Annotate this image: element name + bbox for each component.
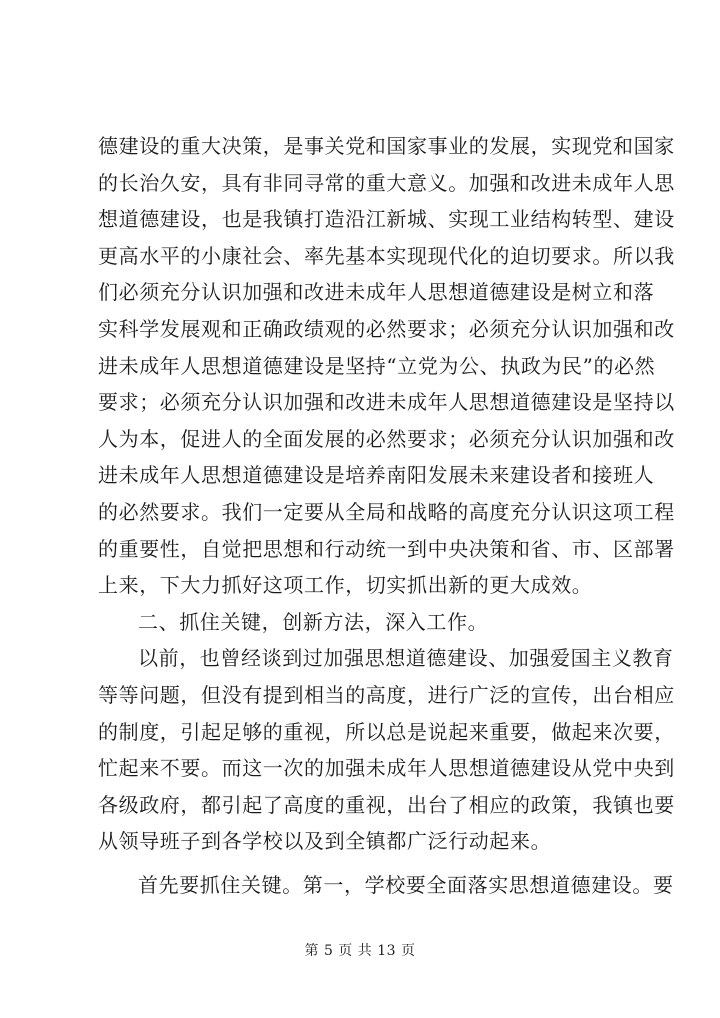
text-line: 以前，也曾经谈到过加强思想道德建设、加强爱国主义教育 — [138, 646, 674, 671]
text-line: 的必然要求。我们一定要从全局和战略的高度充分认识这项工程 — [98, 499, 675, 524]
text-line: 各级政府，都引起了高度的重视，出台了相应的政策，我镇也要 — [98, 792, 675, 817]
body-text — [98, 128, 675, 903]
section-heading: 二、抓住关键，创新方法，深入工作。 — [138, 609, 489, 634]
text-line: 忙起来不要。而这一次的加强未成年人思想道德建设从党中央到 — [98, 756, 675, 781]
text-line: 想道德建设，也是我镇打造沿江新城、实现工业结构转型、建设 — [98, 207, 675, 232]
text-line: 要求；必须充分认识加强和改进未成年人思想道德建设是坚持以 — [98, 390, 675, 415]
text-line: 德建设的重大决策，是事关党和国家事业的发展，实现党和国家 — [98, 134, 675, 158]
text-line: 从领导班子到各学校以及到全镇都广泛行动起来。 — [98, 829, 552, 854]
text-line: 首先要抓住关键。第一，学校要全面落实思想道德建设。要 — [138, 872, 674, 897]
text-line: 的制度，引起足够的重视，所以总是说起来重要，做起来次要， — [98, 719, 675, 744]
text-line: 上来，下大力抓好这项工作，切实抓出新的更大成效。 — [98, 573, 593, 598]
text-line: 进未成年人思想道德建设是坚持“立党为公、执政为民”的必然 — [98, 353, 656, 378]
text-line: 实科学发展观和正确政绩观的必然要求；必须充分认识加强和改 — [98, 316, 675, 341]
page-number-footer: 第 5 页 共 13 页 — [304, 943, 416, 959]
text-line: 更高水平的小康社会、率先基本实现现代化的迫切要求。所以我 — [98, 243, 675, 268]
text-line: 人为本，促进人的全面发展的必然要求；必须充分认识加强和改 — [98, 426, 675, 451]
text-line: 进未成年人思想道德建设是培养南阳发展未来建设者和接班人 — [98, 463, 655, 488]
text-line: 等等问题，但没有提到相当的高度，进行广泛的宣传，出台相应 — [98, 682, 675, 707]
text-line: 的长治久安，具有非同寻常的重大意义。加强和改进未成年人思 — [98, 170, 675, 195]
text-line: 的重要性，自觉把思想和行动统一到中央决策和省、市、区部署 — [98, 536, 675, 561]
text-line: 们必须充分认识加强和改进未成年人思想道德建设是树立和落 — [98, 280, 655, 305]
